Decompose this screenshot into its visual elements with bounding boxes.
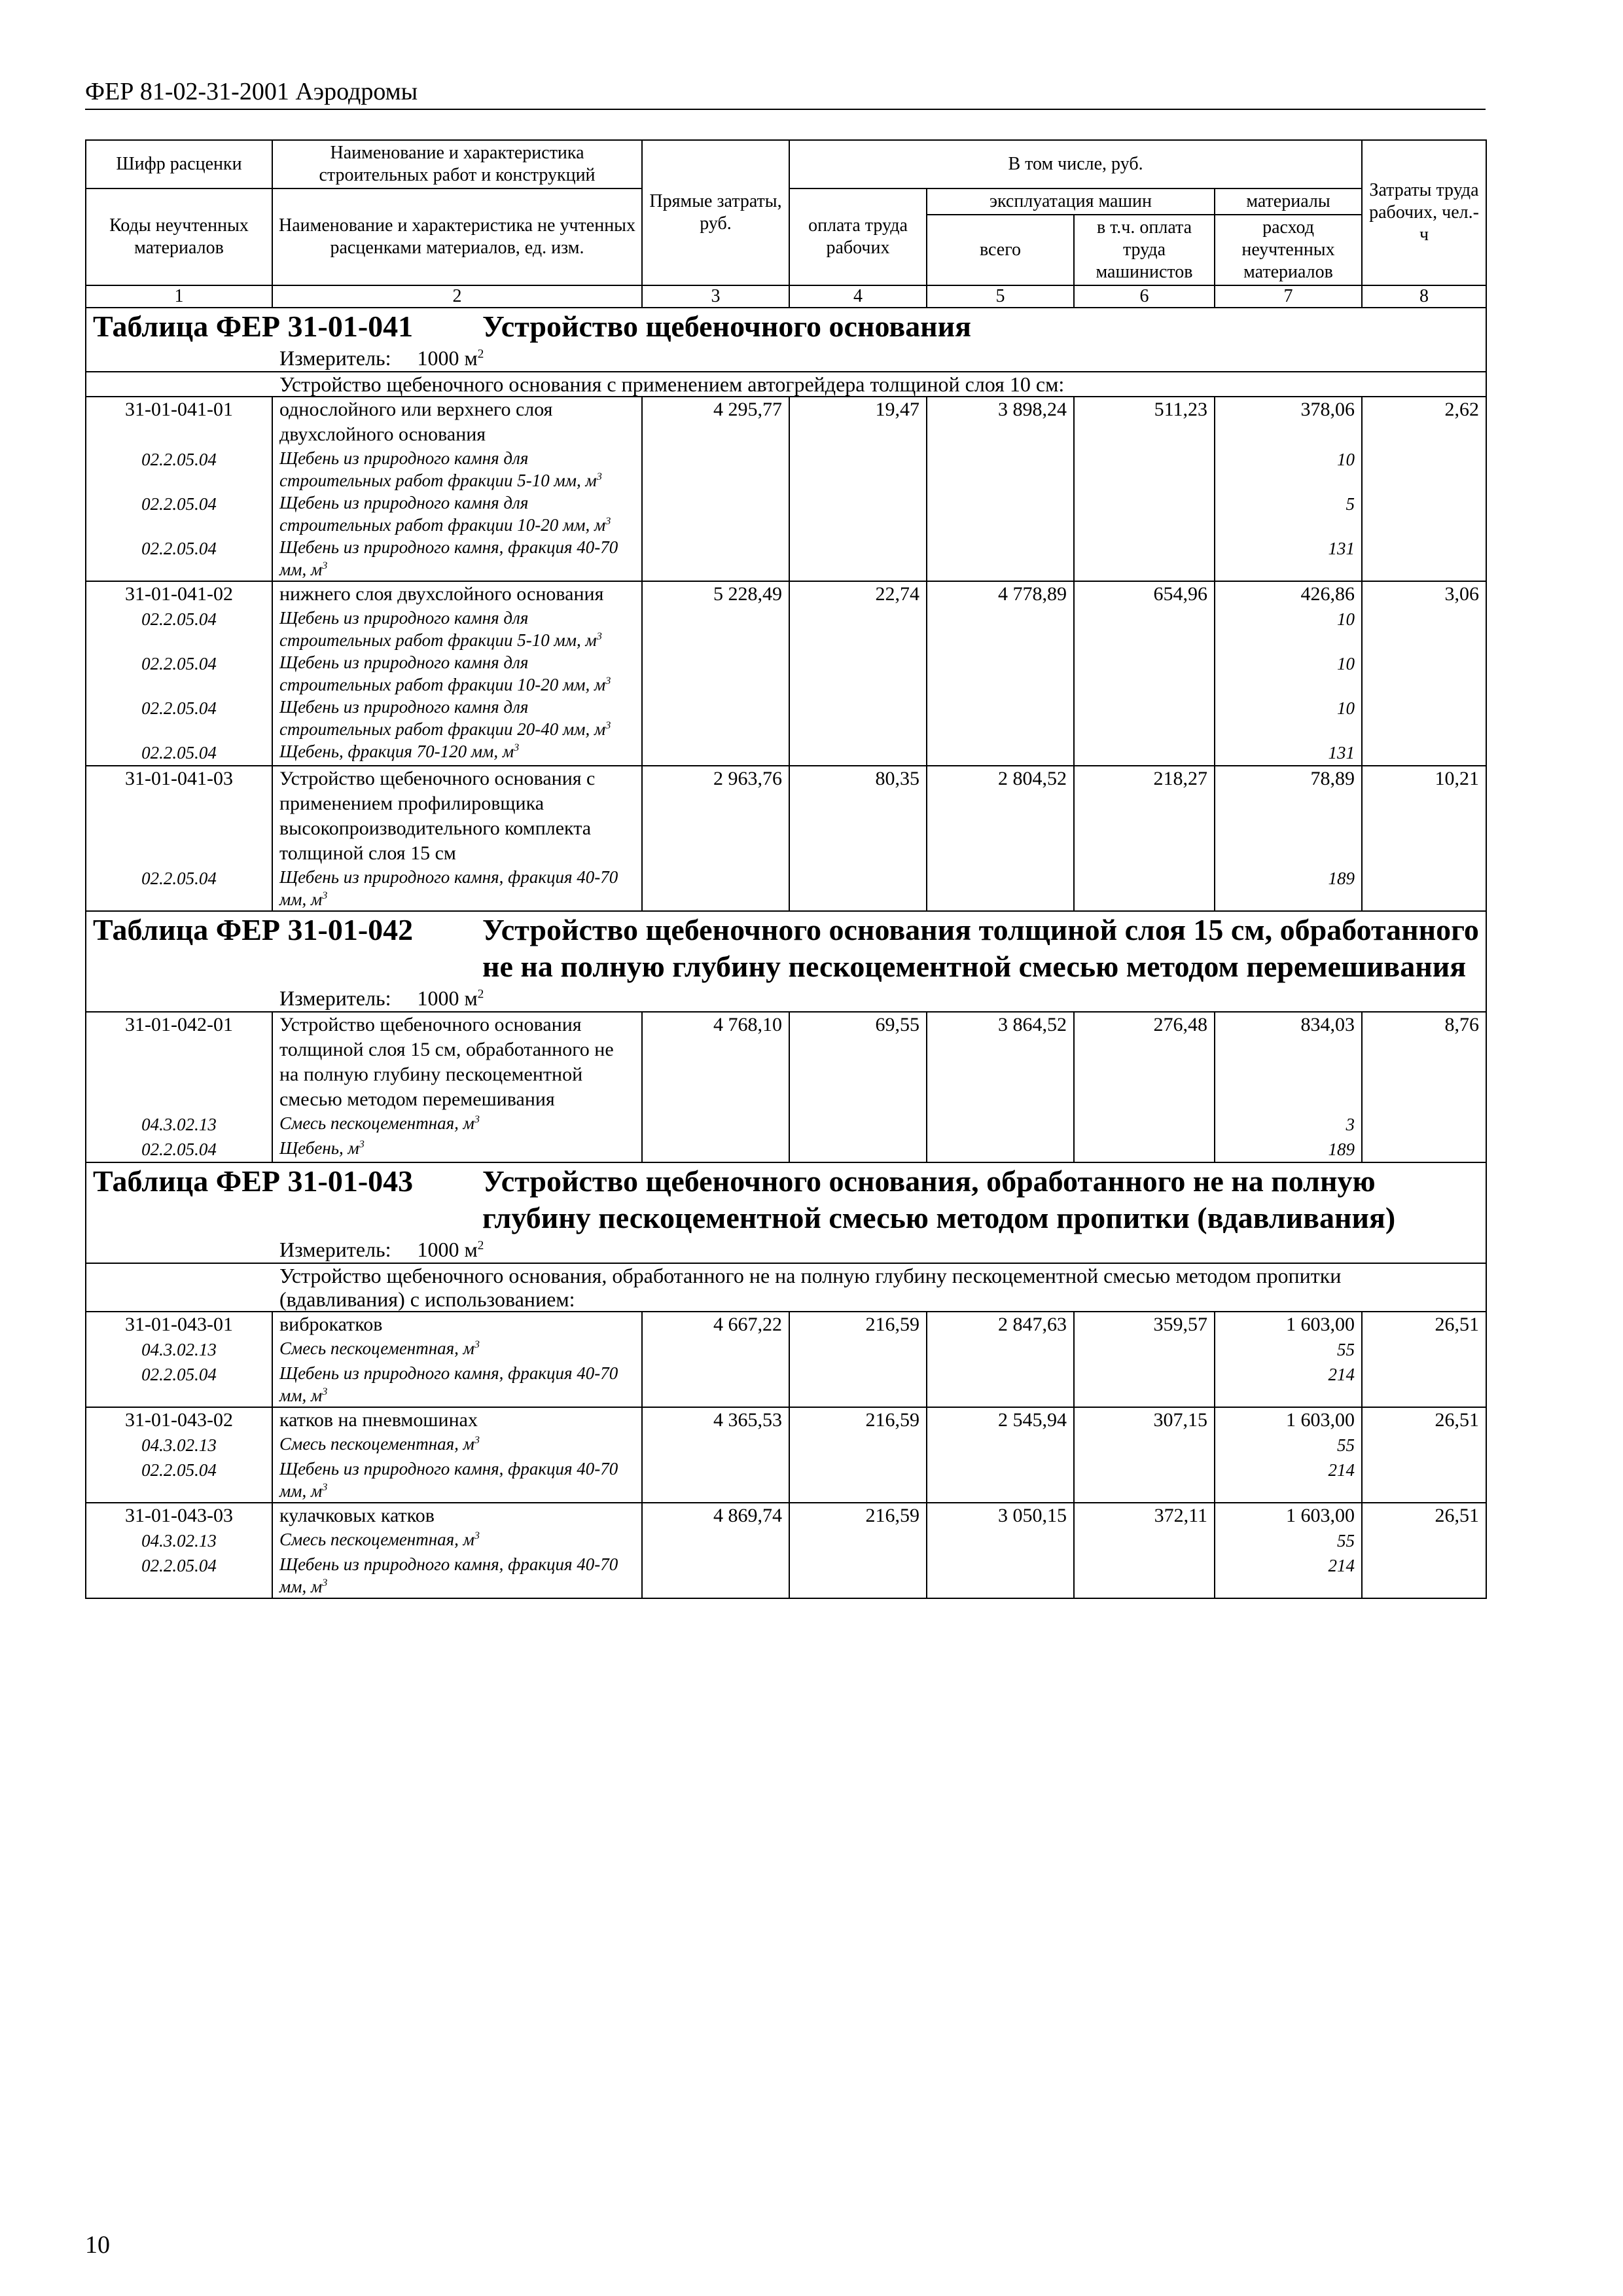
material-unit-power: 3 [474,1434,480,1446]
worker-wages: 19,47 [789,397,927,447]
section-description-row [86,372,1486,397]
material-unit-power: 3 [605,515,611,527]
material-name: Смесь пескоцементная, м [279,1530,474,1549]
material-name-cell [272,740,642,766]
section-description [86,1263,1486,1312]
material-code: 04.3.02.13 [86,1112,272,1137]
table-title-wrap [93,308,1479,345]
material-quantity: 10 [1215,607,1362,651]
empty-cell [789,651,927,696]
table-code: Таблица ФЕР 31-01-043 [93,1164,414,1198]
labor-costs: 2,62 [1362,397,1486,447]
empty-cell [1074,1528,1215,1553]
worker-wages: 216,59 [789,1312,927,1337]
material-row [86,1362,1486,1407]
empty-cell [642,696,789,740]
column-number: 6 [1074,285,1215,308]
material-quantity: 189 [1215,866,1362,911]
empty-cell [1362,740,1486,766]
material-quantity: 131 [1215,740,1362,766]
header-machines: эксплуатация машин [927,188,1215,215]
material-row [86,696,1486,740]
rate-name: нижнего слоя двухслойного основания [272,581,642,607]
empty-cell [927,447,1074,492]
material-name: Щебень из природного камня для строительных работ фракции 5-10 мм, м [279,448,597,490]
material-name-cell [272,607,642,651]
machine-operator-wages: 372,11 [1074,1503,1215,1528]
table-body [86,308,1486,1598]
machine-operator-wages: 654,96 [1074,581,1215,607]
empty-cell [1362,1137,1486,1162]
material-row [86,740,1486,766]
material-quantity: 189 [1215,1137,1362,1162]
rate-code: 31-01-041-02 [86,581,272,607]
machines-total: 2 847,63 [927,1312,1074,1337]
material-row [86,607,1486,651]
labor-costs: 8,76 [1362,1012,1486,1112]
empty-cell [1362,1433,1486,1458]
material-row [86,1528,1486,1553]
empty-cell [927,1553,1074,1598]
material-name-cell [272,696,642,740]
rate-name: Устройство щебеночного основания с применением профилировщика высокопроизводительного комплекта толщиной слоя 15 см [272,766,642,866]
rate-code: 31-01-042-01 [86,1012,272,1112]
empty-cell [927,651,1074,696]
header-materials-sub: расход неучтенных материалов [1215,215,1362,285]
material-name-cell [272,1433,642,1458]
material-unit-power: 3 [474,1113,480,1125]
meter-line [93,1236,1479,1263]
material-row [86,651,1486,696]
material-row [86,1112,1486,1137]
empty-cell [789,696,927,740]
material-row [86,1137,1486,1162]
table-name: Устройство щебеночного основания [482,310,972,343]
materials-cost: 426,86 [1215,581,1362,607]
header-code-bottom: Коды неучтенных материалов [86,188,272,285]
worker-wages: 216,59 [789,1407,927,1433]
empty-cell [927,1137,1074,1162]
rate-row [86,1012,1486,1112]
rate-name: однослойного или верхнего слоя двухслойного основания [272,397,642,447]
column-number: 8 [1362,285,1486,308]
direct-costs: 4 768,10 [642,1012,789,1112]
rate-row [86,1407,1486,1433]
header-materials: материалы [1215,188,1362,215]
empty-cell [1074,866,1215,911]
empty-cell [642,1553,789,1598]
material-quantity: 55 [1215,1433,1362,1458]
material-code: 02.2.05.04 [86,866,272,911]
material-name-cell [272,1458,642,1503]
rate-row [86,766,1486,866]
table-code: Таблица ФЕР 31-01-042 [93,913,414,946]
direct-costs: 4 869,74 [642,1503,789,1528]
empty-cell [642,740,789,766]
column-number: 3 [642,285,789,308]
material-code: 04.3.02.13 [86,1337,272,1362]
material-unit-power: 3 [322,889,328,901]
material-unit-power: 3 [322,1577,328,1588]
empty-cell [642,1112,789,1137]
machine-operator-wages: 218,27 [1074,766,1215,866]
meter-label: Измеритель: [279,346,391,370]
machine-operator-wages: 276,48 [1074,1012,1215,1112]
meter-value: 1000 м [417,1238,478,1261]
empty-cell [927,1362,1074,1407]
rate-name: Устройство щебеночного основания толщиной слоя 15 см, обработанного не на полную глубину пескоцементной смесью методом перемешивания [272,1012,642,1112]
empty-cell [927,492,1074,536]
material-name: Щебень из природного камня, фракция 40-70 мм, м [279,867,618,909]
rate-code: 31-01-041-03 [86,766,272,866]
section-description-text: Устройство щебеночного основания с применением автогрейдера толщиной слоя 10 см: [279,372,1065,396]
meter-value: 1000 м [417,346,478,370]
empty-cell [927,1528,1074,1553]
table-name: Устройство щебеночного основания, обработанного не на полную глубину пескоцементной смесью методом пропитки (вдавливания) [482,1164,1396,1234]
material-code: 04.3.02.13 [86,1528,272,1553]
empty-cell [1074,1112,1215,1137]
material-name: Щебень из природного камня, фракция 40-70 мм, м [279,537,618,579]
empty-cell [789,1553,927,1598]
header-including: В том числе, руб. [789,140,1362,188]
rate-code: 31-01-041-01 [86,397,272,447]
material-code: 02.2.05.04 [86,740,272,766]
machine-operator-wages: 359,57 [1074,1312,1215,1337]
machines-total: 4 778,89 [927,581,1074,607]
empty-cell [1074,1458,1215,1503]
empty-cell [1362,696,1486,740]
direct-costs: 4 365,53 [642,1407,789,1433]
empty-cell [1074,492,1215,536]
material-name-cell [272,1528,642,1553]
material-unit-power: 3 [605,675,611,687]
labor-costs: 26,51 [1362,1503,1486,1528]
rate-row [86,397,1486,447]
machine-operator-wages: 307,15 [1074,1407,1215,1433]
material-row [86,492,1486,536]
material-unit-power: 3 [474,1530,480,1541]
material-quantity: 10 [1215,651,1362,696]
empty-cell [1074,740,1215,766]
material-unit-power: 3 [596,471,602,482]
empty-cell [1362,1362,1486,1407]
machines-total: 2 545,94 [927,1407,1074,1433]
material-name: Щебень из природного камня, фракция 40-70 мм, м [279,1363,618,1405]
rate-row [86,1503,1486,1528]
empty-cell [927,536,1074,581]
materials-cost: 834,03 [1215,1012,1362,1112]
material-quantity: 5 [1215,492,1362,536]
material-name-cell [272,1337,642,1362]
material-quantity: 55 [1215,1337,1362,1362]
material-code: 02.2.05.04 [86,492,272,536]
machines-total: 2 804,52 [927,766,1074,866]
empty-cell [1074,536,1215,581]
table-header [86,140,1486,308]
meter-unit-power: 2 [477,987,484,1001]
rate-name: катков на пневмошинах [272,1407,642,1433]
rate-code: 31-01-043-01 [86,1312,272,1337]
material-code: 04.3.02.13 [86,1433,272,1458]
direct-costs: 5 228,49 [642,581,789,607]
empty-cell [927,696,1074,740]
empty-cell [789,492,927,536]
material-code: 02.2.05.04 [86,1553,272,1598]
empty-cell [789,1137,927,1162]
column-number: 4 [789,285,927,308]
material-name: Щебень из природного камня для строительных работ фракции 10-20 мм, м [279,653,606,694]
empty-cell [1362,447,1486,492]
empty-cell [927,1433,1074,1458]
header-machines-wages: в т.ч. оплата труда машинистов [1074,215,1215,285]
worker-wages: 22,74 [789,581,927,607]
material-row [86,1433,1486,1458]
material-quantity: 10 [1215,696,1362,740]
empty-cell [1362,1553,1486,1598]
table-name: Устройство щебеночного основания толщиной слоя 15 см, обработанного не на полную глубину пескоцементной смесью методом перемешивания [482,913,1479,983]
material-quantity: 214 [1215,1458,1362,1503]
empty-cell [789,1337,927,1362]
empty-cell [642,492,789,536]
empty-cell [789,1362,927,1407]
empty-cell [927,1112,1074,1137]
header-name-bottom: Наименование и характеристика не учтенных расценками материалов, ед. изм. [272,188,642,285]
empty-cell [1362,1337,1486,1362]
rate-row [86,1312,1486,1337]
column-number: 2 [272,285,642,308]
material-row [86,447,1486,492]
material-name: Смесь пескоцементная, м [279,1113,474,1133]
empty-cell [1074,651,1215,696]
worker-wages: 216,59 [789,1503,927,1528]
empty-cell [927,1458,1074,1503]
material-quantity: 55 [1215,1528,1362,1553]
material-row [86,1458,1486,1503]
table-title [86,308,1486,372]
rates-table [85,139,1487,1599]
material-unit-power: 3 [322,1386,328,1397]
empty-cell [1362,536,1486,581]
material-quantity: 3 [1215,1112,1362,1137]
meter-value: 1000 м [417,986,478,1010]
empty-cell [642,1458,789,1503]
column-numbers-row [86,285,1486,308]
material-quantity: 131 [1215,536,1362,581]
meter-label: Измеритель: [279,986,391,1010]
empty-cell [642,536,789,581]
empty-cell [642,1528,789,1553]
empty-cell [642,651,789,696]
empty-cell [1362,492,1486,536]
rate-name: виброкатков [272,1312,642,1337]
column-number: 7 [1215,285,1362,308]
empty-cell [1362,1458,1486,1503]
empty-cell [1362,607,1486,651]
direct-costs: 4 667,22 [642,1312,789,1337]
material-name: Смесь пескоцементная, м [279,1338,474,1358]
meter-line [93,345,1479,371]
material-name: Щебень из природного камня для строительных работ фракции 10-20 мм, м [279,493,606,535]
material-name: Смесь пескоцементная, м [279,1434,474,1454]
machines-total: 3 050,15 [927,1503,1074,1528]
empty-cell [927,866,1074,911]
direct-costs: 2 963,76 [642,766,789,866]
labor-costs: 26,51 [1362,1312,1486,1337]
empty-cell [642,866,789,911]
material-name: Щебень из природного камня для строительных работ фракции 5-10 мм, м [279,608,597,650]
empty-cell [789,740,927,766]
empty-cell [1074,696,1215,740]
empty-cell [1074,1362,1215,1407]
table-title-row [86,1162,1486,1263]
material-code: 02.2.05.04 [86,1137,272,1162]
labor-costs: 26,51 [1362,1407,1486,1433]
section-description-text: Устройство щебеночного основания, обработанного не на полную глубину пескоцементной смесью методом пропитки (вдавливания) с использованием: [279,1264,1342,1311]
machines-total: 3 864,52 [927,1012,1074,1112]
material-unit-power: 3 [514,742,520,753]
empty-cell [789,1433,927,1458]
empty-cell [1074,1433,1215,1458]
empty-cell [642,607,789,651]
material-name-cell [272,866,642,911]
table-title-row [86,911,1486,1012]
material-code: 02.2.05.04 [86,1458,272,1503]
empty-cell [789,447,927,492]
material-name: Щебень из природного камня для строительных работ фракции 20-40 мм, м [279,697,606,739]
material-unit-power: 3 [605,719,611,731]
empty-cell [927,1337,1074,1362]
empty-cell [642,1362,789,1407]
header-wages: оплата труда рабочих [789,188,927,285]
material-row [86,1553,1486,1598]
material-name-cell [272,447,642,492]
empty-cell [1362,866,1486,911]
material-name-cell [272,1137,642,1162]
empty-cell [642,1137,789,1162]
section-description [86,372,1486,397]
material-quantity: 214 [1215,1362,1362,1407]
meter-label: Измеритель: [279,1238,391,1261]
worker-wages: 80,35 [789,766,927,866]
header-machines-total: всего [927,215,1074,285]
section-description-row [86,1263,1486,1312]
material-name-cell [272,492,642,536]
materials-cost: 1 603,00 [1215,1503,1362,1528]
material-name-cell [272,1553,642,1598]
header-code-top: Шифр расценки [86,140,272,188]
empty-cell [1362,1112,1486,1137]
material-quantity: 10 [1215,447,1362,492]
material-name: Щебень, фракция 70-120 мм, м [279,742,514,761]
table-title-row [86,308,1486,372]
direct-costs: 4 295,77 [642,397,789,447]
empty-cell [1362,1528,1486,1553]
material-code: 02.2.05.04 [86,1362,272,1407]
material-code: 02.2.05.04 [86,607,272,651]
material-quantity: 214 [1215,1553,1362,1598]
machines-total: 3 898,24 [927,397,1074,447]
table-title-wrap [93,1163,1479,1236]
material-unit-power: 3 [359,1138,365,1150]
material-code: 02.2.05.04 [86,447,272,492]
meter-unit-power: 2 [477,1238,484,1253]
empty-cell [642,447,789,492]
empty-cell [1074,447,1215,492]
header-direct: Прямые затраты, руб. [642,140,789,285]
material-unit-power: 3 [474,1338,480,1350]
material-unit-power: 3 [322,1481,328,1493]
rate-row [86,581,1486,607]
material-unit-power: 3 [322,560,328,571]
empty-cell [642,1433,789,1458]
empty-cell [642,1337,789,1362]
material-name: Щебень из природного камня, фракция 40-70 мм, м [279,1459,618,1501]
materials-cost: 1 603,00 [1215,1312,1362,1337]
material-name: Щебень из природного камня, фракция 40-70 мм, м [279,1554,618,1596]
empty-cell [1362,651,1486,696]
material-unit-power: 3 [596,630,602,642]
worker-wages: 69,55 [789,1012,927,1112]
material-name-cell [272,1112,642,1137]
document-header: ФЕР 81-02-31-2001 Аэродромы [85,77,1486,110]
rate-code: 31-01-043-02 [86,1407,272,1433]
material-name-cell [272,1362,642,1407]
empty-cell [789,607,927,651]
materials-cost: 78,89 [1215,766,1362,866]
material-row [86,866,1486,911]
rate-code: 31-01-043-03 [86,1503,272,1528]
empty-cell [1074,1137,1215,1162]
labor-costs: 10,21 [1362,766,1486,866]
material-name-cell [272,536,642,581]
page-number: 10 [85,2231,110,2259]
empty-cell [789,866,927,911]
table-code: Таблица ФЕР 31-01-041 [93,310,414,343]
meter-line [93,985,1479,1011]
empty-cell [789,536,927,581]
meter-unit-power: 2 [477,347,484,361]
table-title [86,1162,1486,1263]
empty-cell [789,1528,927,1553]
header-labor: Затраты труда рабочих, чел.-ч [1362,140,1486,285]
material-row [86,1337,1486,1362]
empty-cell [789,1458,927,1503]
empty-cell [1074,1337,1215,1362]
empty-cell [1074,1553,1215,1598]
column-number: 1 [86,285,272,308]
machine-operator-wages: 511,23 [1074,397,1215,447]
material-code: 02.2.05.04 [86,651,272,696]
materials-cost: 1 603,00 [1215,1407,1362,1433]
material-name: Щебень, м [279,1138,359,1158]
column-number: 5 [927,285,1074,308]
empty-cell [1074,607,1215,651]
empty-cell [927,740,1074,766]
material-code: 02.2.05.04 [86,696,272,740]
labor-costs: 3,06 [1362,581,1486,607]
table-title [86,911,1486,1012]
rate-name: кулачковых катков [272,1503,642,1528]
empty-cell [789,1112,927,1137]
material-name-cell [272,651,642,696]
table-title-wrap [93,912,1479,985]
empty-cell [927,607,1074,651]
materials-cost: 378,06 [1215,397,1362,447]
material-code: 02.2.05.04 [86,536,272,581]
header-name-top: Наименование и характеристика строительных работ и конструкций [272,140,642,188]
material-row [86,536,1486,581]
